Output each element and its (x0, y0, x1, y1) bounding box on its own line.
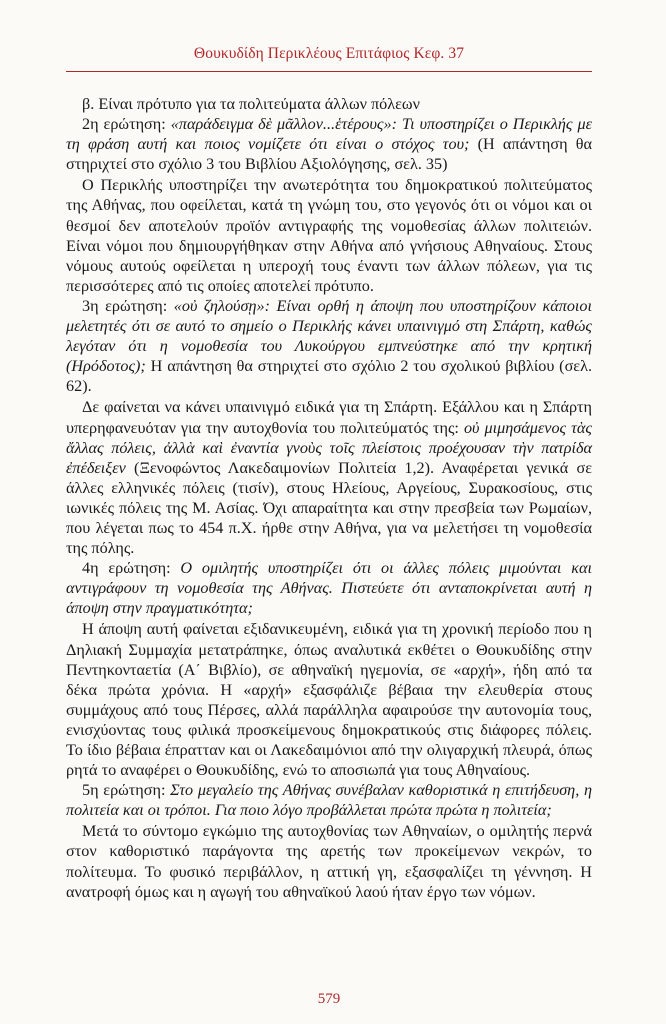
question-5-italic: Στο μεγαλείο της Αθήνας συνέβαλαν καθοριστικά η επιτήδευση, η πολιτεία και οι τρόποι. Για ποιο λόγο προβάλλεται πρώτα πρώτα η πολιτεία; (66, 781, 592, 820)
answer-4 (66, 619, 592, 780)
question-4-italic: Ο ομιλητής υποστηρίζει ότι οι άλλες πόλεις μιμούνται και αντιγράφουν τη νομοθεσία της Αθήνας. Πιστεύετε ότι ανταποκρίνεται αυτή η άποψη στην πραγματικότητα; (66, 559, 593, 618)
page-body (66, 94, 592, 902)
question-2-note: (Η απάντηση θα στηριχτεί στο σχόλιο 3 του Βιβλίου Αξιολόγησης, σελ. 35) (66, 135, 592, 174)
question-2-italic: «παράδειγμα δὲ μᾶλλον...ἑτέρους»: Τι υποστηρίζει ο Περικλής με τη φράση αυτή και ποιος νομίζετε ότι είναι ο στόχος του; (66, 115, 592, 154)
question-2-label: 2η ερώτηση: (82, 115, 171, 134)
question-5 (66, 780, 592, 820)
question-4-label: 4η ερώτηση: (82, 559, 181, 578)
header-rule (66, 71, 592, 72)
question-5-label: 5η ερώτηση: (82, 781, 171, 800)
answer-3 (66, 397, 592, 558)
running-header: Θουκυδίδη Περικλέους Επιτάφιος Κεφ. 37 (193, 45, 465, 62)
question-3 (66, 296, 592, 396)
answer-5-text: Μετά το σύντομο εγκώμιο της αυτοχθονίας των Αθηναίων, ο ομιλητής περνά στον καθοριστικό παράγοντα της αρετής των προκείμενων νεκρών, το πολίτευμα. Το φυσικό περιβάλλον, η αττική γη, εξασφαλίζει τη γέννηση. Η ανατροφή όμως και η αγωγή του αθηναϊκού λαού ήταν έργο των νόμων. (66, 822, 592, 901)
question-4 (66, 558, 592, 618)
question-3-note: Η απάντηση θα στηριχτεί στο σχόλιο 2 του σχολικού βιβλίου (σελ. 62). (66, 357, 592, 396)
answer-4-text: Η άποψη αυτή φαίνεται εξιδανικευμένη, ειδικά για τη χρονική περίοδο που η Δηλιακή Συμμαχία μετατράπηκε, όπως αναλυτικά εκθέτει ο Θουκυδίδης στην Πεντηκονταετία (Α΄ Βιβλίο), σε αθηναϊκή ηγεμονία, σε «αρχή», ήδη από τα δέκα πρώτα χρόνια. Η «αρχή» εξασφάλιζε βέβαια την ελευθερία στους συμμάχους από τους Πέρσες, αλλά παράλληλα αφαιρούσε την αυτονομία τους, ενισχύοντας τους φιλικά προσκείμενους δημοκρατικούς στις διάφορες πόλεις. Το ίδιο βέβαια έπρατταν και οι Λακεδαιμόνιοι από την ολιγαρχική πλευρά, όπως ρητά το αναφέρει ο Θουκυδίδης, ενώ το αποσιωπά για τους Αθηναίους. (66, 620, 592, 780)
question-3-italic: «οὐ ζηλούσῃ»: Είναι ορθή η άποψη που υποστηρίζουν κάποιοι μελετητές ότι σε αυτό το σημείο ο Περικλής κάνει υπαινιγμό στη Σπάρτη, καθώς λεγόταν ότι η νομοθεσία του Λυκούργου εμπνεύστηκε από την κρητική (Ηρόδοτος); (66, 296, 592, 376)
answer-3-text-a: Δε φαίνεται να κάνει υπαινιγμό ειδικά για τη Σπάρτη. Εξάλλου και η Σπάρτη υπερηφανευόταν για την αυτοχθονία του πολιτεύματός της: (66, 398, 592, 437)
answer-2-text: Ο Περικλής υποστηρίζει την ανωτερότητα του δημοκρατικού πολιτεύματος της Αθήνας, που οφείλεται, κατά τη γνώμη του, στο γεγονός ότι οι νόμοι και οι θεσμοί δεν αποτελούν προϊόν αντιγραφής της νομοθεσίας άλλων πολιτειών. Είναι νόμοι που δημιουργήθηκαν στην Αθήνα από γνήσιους Αθηναίους. Στους νόμους αυτούς οφείλεται η υπεροχή τους έναντι των άλλων πόλεων, για τις περισσότερες από τις οποίες αποτελεί πρότυπο. (66, 176, 592, 295)
point-b-text: β. Είναι πρότυπο για τα πολιτεύματα άλλων πόλεων (82, 95, 420, 113)
page-number: 579 (317, 991, 341, 1007)
answer-5 (66, 821, 592, 901)
answer-3-greek-quote: οὐ μιμησάμενος τὰς ἄλλας πόλεις, ἀλλὰ καὶ ἐναντία γνοὺς τοῖς πλείστοις προέχουσαν τὴν πατρίδα ἐπέδειξεν (66, 418, 592, 477)
question-2 (66, 114, 592, 174)
question-3-label: 3η ερώτηση: (82, 296, 174, 315)
answer-2 (66, 175, 592, 296)
paragraph-point-b (66, 94, 592, 114)
answer-3-text-b: (Ξενοφώντος Λακεδαιμονίων Πολιτεία 1,2). Αναφέρεται γενικά σε άλλες ελληνικές πόλεις (τισίν), στους Ηλείους, Αργείους, Συρακοσίους, στις ιωνικές πόλεις της Μ. Ασίας. Όχι απαραίτητα και στην πρεσβεία των Ρωμαίων, που λέγεται πως το 454 π.Χ. ήρθε στην Αθήνα, για να μελετήσει τη νομοθεσία της πόλης. (66, 458, 592, 558)
